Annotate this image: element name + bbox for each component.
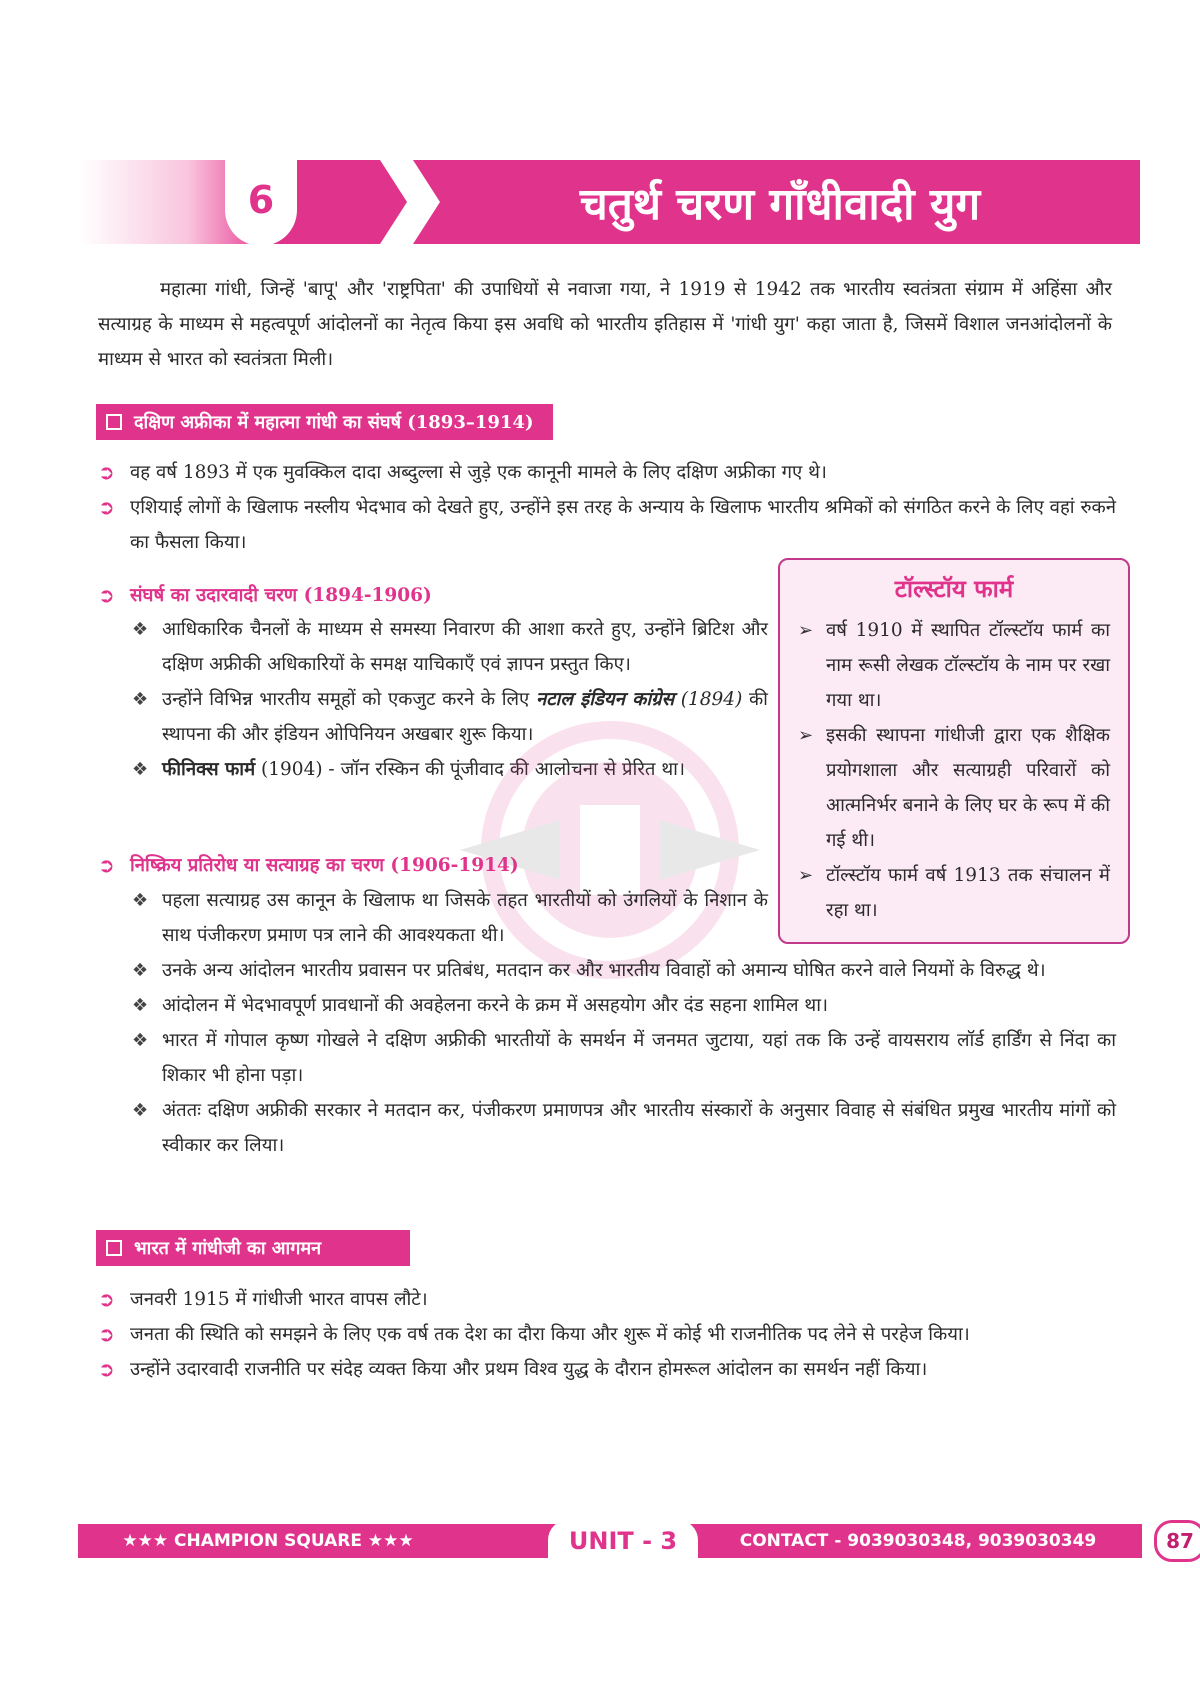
section-heading-text: भारत में गांधीजी का आगमन bbox=[134, 1238, 322, 1259]
moderate-phase-points bbox=[130, 612, 768, 787]
chapter-banner bbox=[80, 160, 1140, 244]
tolstoy-farm-box bbox=[778, 558, 1130, 944]
four-diamond-icon: ❖ bbox=[132, 1100, 149, 1121]
tolstoy-farm-title: टॉल्स्टॉय फार्म bbox=[894, 575, 1014, 603]
section-heading-text: दक्षिण अफ्रीका में महात्मा गांधी का संघर्ष (1893–1914) bbox=[134, 412, 534, 433]
list-item bbox=[96, 1317, 1116, 1352]
circled-arrow-icon: ➲ bbox=[98, 1357, 115, 1381]
moderate-phase-heading bbox=[96, 578, 768, 613]
list-item-text: वह वर्ष 1893 में एक मुवक्किल दादा अब्दुल्ला से जुड़े एक कानूनी मामले के लिए दक्षिण अफ्रीका गए थे। bbox=[130, 462, 827, 483]
list-item-text: जनता की स्थिति को समझने के लिए एक वर्ष तक देश का दौरा किया और शुरू में कोई भी राजनीतिक पद लेने से परहेज किया। bbox=[130, 1324, 970, 1345]
checkbox-square-icon bbox=[106, 1240, 122, 1256]
list-item bbox=[130, 883, 768, 953]
four-diamond-icon: ❖ bbox=[132, 995, 149, 1016]
moderate-phase-heading-text: संघर्ष का उदारवादी चरण (1894-1906) bbox=[130, 585, 432, 606]
four-diamond-icon: ❖ bbox=[132, 689, 149, 710]
list-item-text: पहला सत्याग्रह उस कानून के खिलाफ था जिसके तहत भारतीयों को उंगलियों के निशान के साथ पंजीकरण प्रमाण पत्र लाने की आवश्यकता थी। bbox=[162, 890, 768, 946]
section-heading-south-africa bbox=[96, 404, 553, 440]
list-item bbox=[796, 718, 1110, 858]
list-item bbox=[796, 613, 1110, 718]
list-item bbox=[96, 455, 1116, 490]
page-number: 87 bbox=[1154, 1520, 1200, 1562]
list-item bbox=[130, 988, 1116, 1023]
natal-year: (1894) bbox=[680, 689, 743, 710]
arrival-india-points bbox=[96, 1282, 1116, 1387]
circled-arrow-icon: ➲ bbox=[98, 1322, 115, 1346]
passive-phase-heading-text: निष्क्रिय प्रतिरोध या सत्याग्रह का चरण (1906-1914) bbox=[130, 855, 519, 876]
list-item bbox=[130, 612, 768, 682]
footer-brand: ★★★ CHAMPION SQUARE ★★★ bbox=[122, 1531, 414, 1551]
list-item-text: आंदोलन में भेदभावपूर्ण प्रावधानों की अवहेलना करने के क्रम में असहयोग और दंड सहना शामिल था। bbox=[162, 995, 829, 1016]
list-item bbox=[130, 953, 1116, 988]
south-africa-points bbox=[96, 455, 1116, 560]
list-item-text: टॉल्स्टॉय फार्म वर्ष 1913 तक संचालन में रहा था। bbox=[826, 865, 1110, 921]
moderate-phase-list bbox=[96, 578, 768, 613]
list-item-text: की स्थापना की और इंडियन ओपिनियन अखबार शुरू किया। bbox=[162, 689, 768, 745]
passive-phase-list bbox=[96, 848, 768, 883]
section-heading-arrival-india bbox=[96, 1230, 410, 1266]
circled-arrow-icon: ➲ bbox=[98, 853, 115, 877]
four-diamond-icon: ❖ bbox=[132, 759, 149, 780]
four-diamond-icon: ❖ bbox=[132, 619, 149, 640]
list-item bbox=[96, 490, 1116, 560]
chapter-title: चतुर्थ चरण गाँधीवादी युग bbox=[579, 179, 981, 230]
list-item bbox=[96, 1352, 1116, 1387]
triangle-arrow-icon: ➢ bbox=[798, 620, 814, 641]
list-item-text: अंततः दक्षिण अफ्रीकी सरकार ने मतदान कर, पंजीकरण प्रमाणपत्र और भारतीय संस्कारों के अनुसार विवाह से संबंधित प्रमुख भारतीय मांगों को स्वीकार कर लिया। bbox=[162, 1100, 1116, 1156]
list-item-text: उन्होंने उदारवादी राजनीति पर संदेह व्यक्त किया और प्रथम विश्व युद्ध के दौरान होमरूल आंदोलन का समर्थन नहीं किया। bbox=[130, 1359, 928, 1380]
footer-unit: UNIT - 3 bbox=[548, 1520, 698, 1562]
natal-indian-congress: नटाल इंडियन कांग्रेस bbox=[535, 689, 675, 710]
list-item-text: उन्होंने विभिन्न भारतीय समूहों को एकजुट करने के लिए bbox=[162, 689, 536, 710]
intro-paragraph: महात्मा गांधी, जिन्हें 'बापू' और 'राष्ट्रपिता' की उपाधियों से नवाजा गया, ने 1919 से 1942 तक भारतीय स्वतंत्रता संग्राम में अहिंसा और सत्याग्रह के माध्यम से महत्वपूर्ण आंदोलनों का नेतृत्व किया इस अवधि को भारतीय इतिहास में 'गांधी युग' कहा जाता है, जिसमें विशाल जनआंदोलनों के माध्यम से भारत को स्वतंत्रता मिली। bbox=[98, 279, 1112, 370]
footer-contact: CONTACT - 9039030348, 9039030349 bbox=[739, 1531, 1097, 1551]
triangle-arrow-icon: ➢ bbox=[798, 725, 814, 746]
list-item bbox=[130, 1023, 1116, 1093]
list-item bbox=[96, 1282, 1116, 1317]
circled-arrow-icon: ➲ bbox=[98, 583, 115, 607]
four-diamond-icon: ❖ bbox=[132, 960, 149, 981]
list-item bbox=[796, 858, 1110, 928]
tolstoy-farm-points bbox=[780, 613, 1128, 928]
list-item bbox=[130, 752, 768, 787]
list-item bbox=[130, 682, 768, 752]
circled-arrow-icon: ➲ bbox=[98, 1287, 115, 1311]
circled-arrow-icon: ➲ bbox=[98, 495, 115, 519]
list-item-text: इसकी स्थापना गांधीजी द्वारा एक शैक्षिक प्रयोगशाला और सत्याग्रही परिवारों को आत्मनिर्भर बनाने के लिए घर के रूप में की गई थी। bbox=[826, 725, 1110, 851]
checkbox-square-icon bbox=[106, 414, 122, 430]
list-item-text: उनके अन्य आंदोलन भारतीय प्रवासन पर प्रतिबंध, मतदान कर और भारतीय विवाहों को अमान्य घोषित करने वाले नियमों के विरुद्ध थे। bbox=[162, 960, 1046, 981]
list-item-text: भारत में गोपाल कृष्ण गोखले ने दक्षिण अफ्रीकी भारतीयों के समर्थन में जनमत जुटाया, यहां तक कि उन्हें वायसराय लॉर्ड हार्डिंग से निंदा का शिकार भी होना पड़ा। bbox=[162, 1030, 1116, 1086]
list-item-text: वर्ष 1910 में स्थापित टॉल्स्टॉय फार्म का नाम रूसी लेखक टॉल्स्टॉय के नाम पर रखा गया था। bbox=[826, 620, 1110, 711]
passive-phase-points-a bbox=[130, 883, 768, 953]
chapter-number-tab bbox=[225, 154, 297, 246]
list-item bbox=[130, 1093, 1116, 1163]
four-diamond-icon: ❖ bbox=[132, 1030, 149, 1051]
passive-phase-heading bbox=[96, 848, 768, 883]
four-diamond-icon: ❖ bbox=[132, 890, 149, 911]
chapter-number: 6 bbox=[247, 178, 275, 222]
passive-phase-points-b bbox=[130, 953, 1116, 1163]
triangle-arrow-icon: ➢ bbox=[798, 865, 814, 886]
phoenix-farm: फीनिक्स फार्म bbox=[162, 759, 256, 780]
list-item-text: जनवरी 1915 में गांधीजी भारत वापस लौटे। bbox=[130, 1289, 428, 1310]
list-item-text: एशियाई लोगों के खिलाफ नस्लीय भेदभाव को देखते हुए, उन्होंने इस तरह के अन्याय के खिलाफ भारतीय श्रमिकों को संगठित करने के लिए वहां रुकने का फैसला किया। bbox=[130, 497, 1116, 553]
page-footer bbox=[78, 1520, 1194, 1562]
list-item-text: (1904) - जॉन रस्किन की पूंजीवाद की आलोचना से प्रेरित था। bbox=[255, 759, 685, 780]
circled-arrow-icon: ➲ bbox=[98, 460, 115, 484]
list-item-text: आधिकारिक चैनलों के माध्यम से समस्या निवारण की आशा करते हुए, उन्होंने ब्रिटिश और दक्षिण अफ्रीकी अधिकारियों के समक्ष याचिकाएँ एवं ज्ञापन प्रस्तुत किए। bbox=[162, 619, 768, 675]
